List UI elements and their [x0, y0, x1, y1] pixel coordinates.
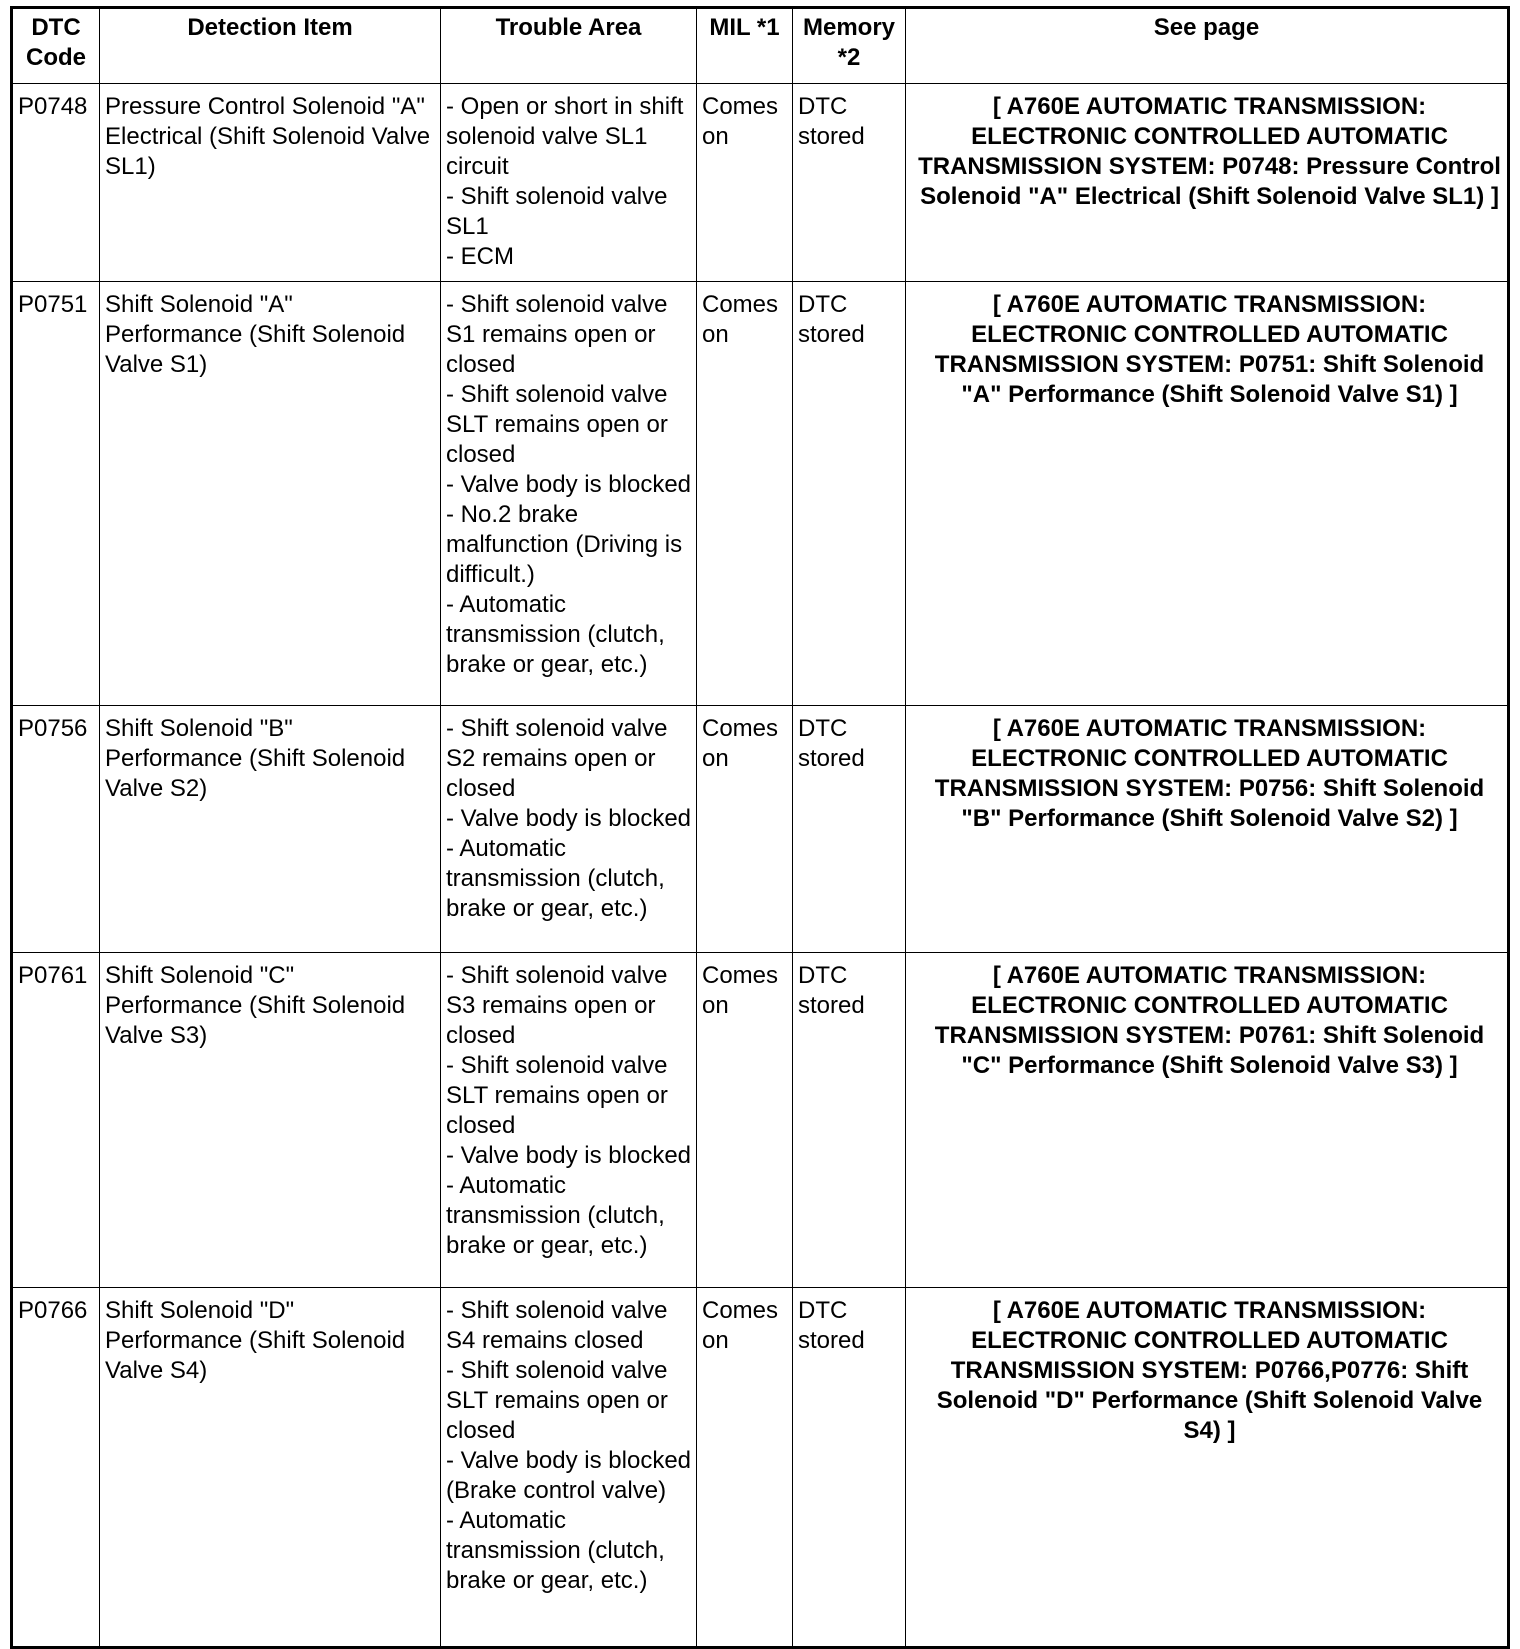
memory-cell: DTC stored — [793, 1288, 906, 1648]
see-page-link[interactable]: [ A760E AUTOMATIC TRANSMISSION: ELECTRONIC CONTROLLED AUTOMATIC TRANSMISSION SYSTEM: P0761: Shift Solenoid "C" Performance (Shift Solenoid Valve S3) ] — [906, 953, 1509, 1288]
trouble-area-cell — [441, 953, 697, 1288]
mil-cell: Comes on — [697, 282, 793, 705]
detection-item-cell: Shift Solenoid "D" Performance (Shift Solenoid Valve S4) — [100, 1288, 441, 1648]
trouble-area-line: - Shift solenoid valve SLT remains open or closed — [446, 1052, 668, 1140]
table-header-row — [12, 8, 1509, 84]
detection-item-cell: Shift Solenoid "B" Performance (Shift Solenoid Valve S2) — [100, 705, 441, 953]
header-detection-item: Detection Item — [100, 8, 441, 84]
memory-cell: DTC stored — [793, 953, 906, 1288]
dtc-code-cell: P0756 — [12, 705, 100, 953]
mil-cell: Comes on — [697, 953, 793, 1288]
trouble-area-line: - Shift solenoid valve SLT remains open or closed — [446, 1357, 668, 1445]
trouble-area-line: - Shift solenoid valve S1 remains open or closed — [446, 291, 668, 379]
detection-item-cell: Pressure Control Solenoid "A" Electrical (Shift Solenoid Valve SL1) — [100, 84, 441, 282]
trouble-area-line: - Automatic transmission (clutch, brake or gear, etc.) — [446, 591, 665, 679]
trouble-area-line: - Automatic transmission (clutch, brake or gear, etc.) — [446, 1172, 665, 1260]
mil-cell: Comes on — [697, 1288, 793, 1648]
trouble-area-line: - Shift solenoid valve SL1 — [446, 183, 668, 240]
trouble-area-line: - Shift solenoid valve SLT remains open or closed — [446, 381, 668, 469]
table-row — [12, 705, 1509, 953]
trouble-area-line: - Valve body is blocked — [446, 471, 692, 499]
dtc-code-cell: P0748 — [12, 84, 100, 282]
mil-cell: Comes on — [697, 84, 793, 282]
trouble-area-cell — [441, 1288, 697, 1648]
trouble-area-line: - Valve body is blocked (Brake control valve) — [446, 1447, 692, 1505]
trouble-area-line: - ECM — [446, 243, 514, 270]
see-page-link[interactable]: [ A760E AUTOMATIC TRANSMISSION: ELECTRONIC CONTROLLED AUTOMATIC TRANSMISSION SYSTEM: P0766,P0776: Shift Solenoid "D" Performance (Shift Solenoid Valve S4) ] — [906, 1288, 1509, 1648]
table-row — [12, 282, 1509, 705]
trouble-area-line: - No.2 brake malfunction (Driving is difficult.) — [446, 501, 683, 589]
table-row — [12, 84, 1509, 282]
header-memory: Memory *2 — [793, 8, 906, 84]
header-see-page: See page — [906, 8, 1509, 84]
trouble-area-cell — [441, 282, 697, 705]
see-page-link[interactable]: [ A760E AUTOMATIC TRANSMISSION: ELECTRONIC CONTROLLED AUTOMATIC TRANSMISSION SYSTEM: P0751: Shift Solenoid "A" Performance (Shift Solenoid Valve S1) ] — [906, 282, 1509, 705]
dtc-code-cell: P0761 — [12, 953, 100, 1288]
trouble-area-line: - Shift solenoid valve S3 remains open or closed — [446, 962, 668, 1050]
memory-cell: DTC stored — [793, 282, 906, 705]
table-row — [12, 953, 1509, 1288]
trouble-area-cell — [441, 84, 697, 282]
mil-cell: Comes on — [697, 705, 793, 953]
trouble-area-line: - Automatic transmission (clutch, brake or gear, etc.) — [446, 834, 665, 922]
detection-item-cell: Shift Solenoid "A" Performance (Shift Solenoid Valve S1) — [100, 282, 441, 705]
trouble-area-line: - Valve body is blocked — [446, 804, 692, 832]
trouble-area-line: - Shift solenoid valve S4 remains closed — [446, 1297, 668, 1355]
see-page-link[interactable]: [ A760E AUTOMATIC TRANSMISSION: ELECTRONIC CONTROLLED AUTOMATIC TRANSMISSION SYSTEM: P0756: Shift Solenoid "B" Performance (Shift Solenoid Valve S2) ] — [906, 705, 1509, 953]
trouble-area-line: - Valve body is blocked — [446, 1142, 692, 1170]
detection-item-cell: Shift Solenoid "C" Performance (Shift Solenoid Valve S3) — [100, 953, 441, 1288]
trouble-area-line: - Open or short in shift solenoid valve SL1 circuit — [446, 93, 684, 180]
dtc-code-cell: P0751 — [12, 282, 100, 705]
table-row — [12, 1288, 1509, 1648]
trouble-area-line: - Automatic transmission (clutch, brake or gear, etc.) — [446, 1507, 665, 1595]
dtc-table — [10, 6, 1510, 1649]
header-trouble-area: Trouble Area — [441, 8, 697, 84]
see-page-link[interactable]: [ A760E AUTOMATIC TRANSMISSION: ELECTRONIC CONTROLLED AUTOMATIC TRANSMISSION SYSTEM: P0748: Pressure Control Solenoid "A" Electrical (Shift Solenoid Valve SL1) ] — [906, 84, 1509, 282]
memory-cell: DTC stored — [793, 84, 906, 282]
header-mil: MIL *1 — [697, 8, 793, 84]
trouble-area-cell — [441, 705, 697, 953]
trouble-area-line: - Shift solenoid valve S2 remains open or closed — [446, 714, 668, 802]
header-dtc-code: DTC Code — [12, 8, 100, 84]
memory-cell: DTC stored — [793, 705, 906, 953]
dtc-code-cell: P0766 — [12, 1288, 100, 1648]
